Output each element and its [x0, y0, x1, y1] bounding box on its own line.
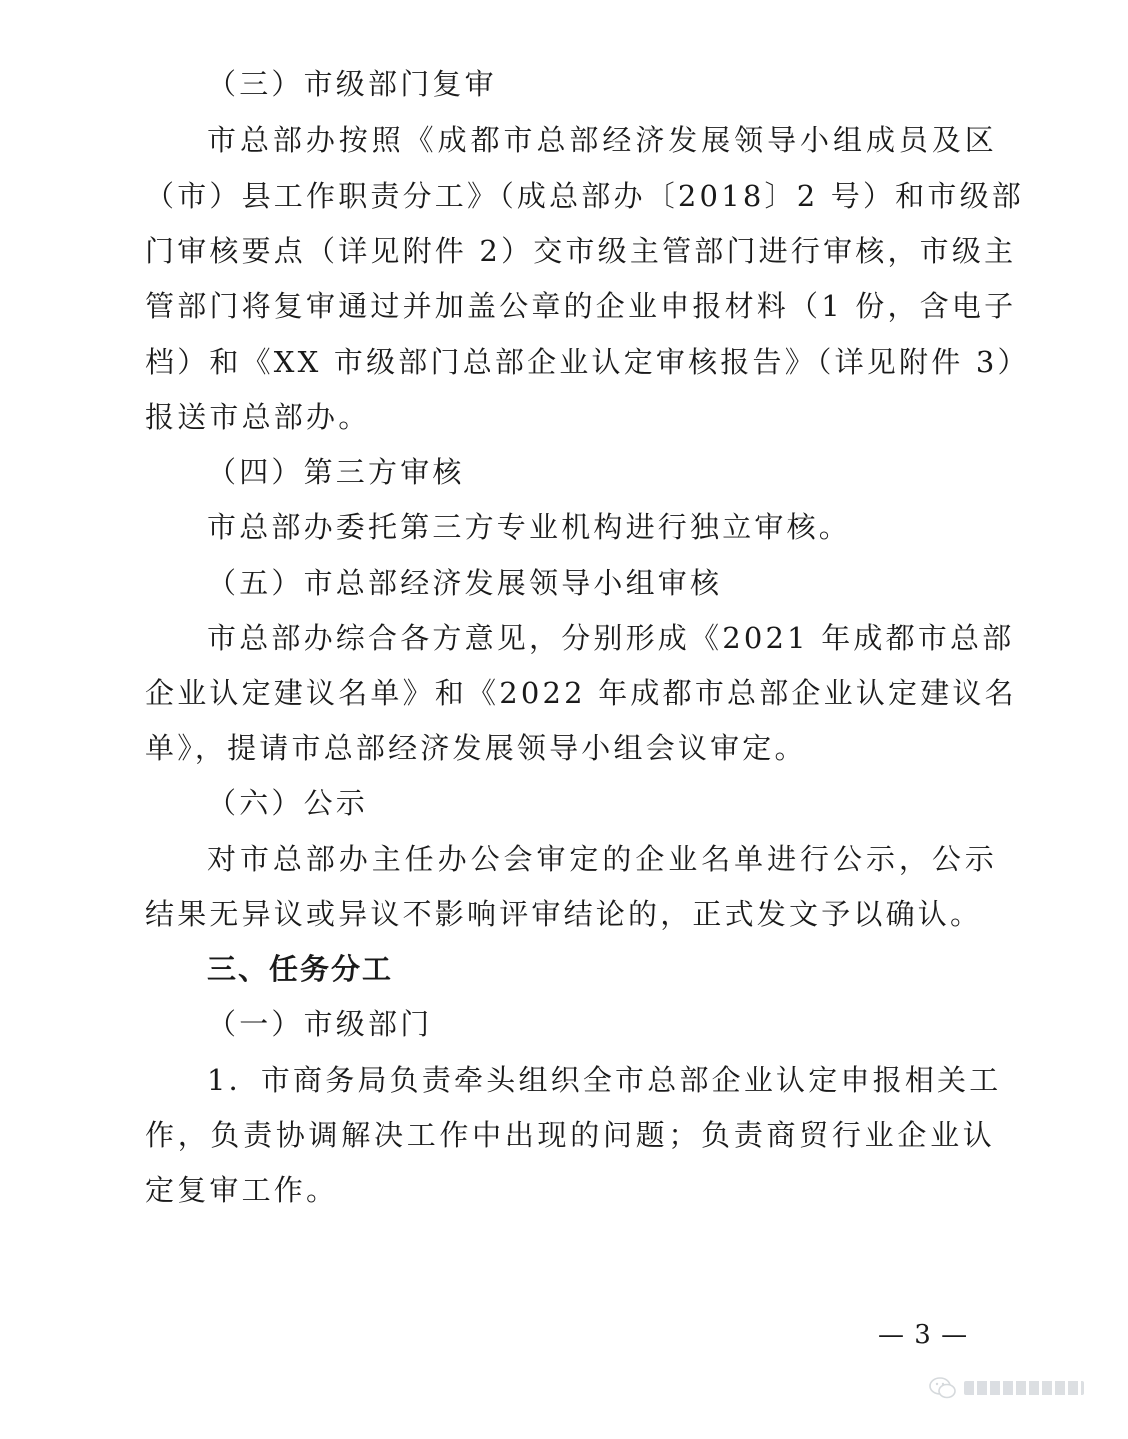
paragraph-line: 1．市商务局负责牵头组织全市总部企业认定申报相关工: [207, 1063, 1002, 1097]
subheading-city-departments: （一）市级部门: [207, 1007, 433, 1041]
section-heading-task-division: 三、任务分工: [207, 952, 394, 986]
paragraph-line: 定复审工作。: [145, 1173, 339, 1207]
paragraph-line: 单》，提请市总部经济发展领导小组会议审定。: [145, 731, 807, 765]
page-number: — 3 —: [878, 1320, 969, 1350]
paragraph-line: 报送市总部办。: [145, 400, 371, 434]
subheading-leadership-review: （五）市总部经济发展领导小组审核: [207, 566, 723, 600]
paragraph-line: 档）和《XX 市级部门总部企业认定审核报告》（详见附件 3）: [145, 345, 1030, 379]
subheading-publicity: （六）公示: [207, 786, 369, 820]
paragraph-line: 门审核要点（详见附件 2）交市级主管部门进行审核，市级主: [145, 234, 1017, 268]
paragraph-line: （市）县工作职责分工》（成总部办〔2018〕2 号）和市级部: [145, 179, 1024, 213]
paragraph-line: 市总部办委托第三方专业机构进行独立审核。: [207, 510, 852, 544]
source-watermark: [928, 1368, 1098, 1408]
paragraph-line: 管部门将复审通过并加盖公章的企业申报材料（1 份，含电子: [145, 289, 1017, 323]
paragraph-line: 对市总部办主任办公会审定的企业名单进行公示，公示: [207, 842, 997, 876]
paragraph-line: 结果无异议或异议不影响评审结论的，正式发文予以确认。: [145, 897, 983, 931]
subheading-third-party-review: （四）第三方审核: [207, 455, 465, 489]
paragraph-line: 作，负责协调解决工作中出现的问题；负责商贸行业企业认: [145, 1118, 995, 1152]
subheading-city-review: （三）市级部门复审: [207, 67, 497, 101]
wechat-icon: [928, 1375, 958, 1401]
paragraph-line: 市总部办按照《成都市总部经济发展领导小组成员及区: [207, 123, 997, 157]
paragraph-line: 市总部办综合各方意见，分别形成《2021 年成都市总部: [207, 621, 1015, 655]
watermark-text-blur: [964, 1381, 1084, 1395]
paragraph-line: 企业认定建议名单》和《2022 年成都市总部企业认定建议名: [145, 676, 1017, 710]
